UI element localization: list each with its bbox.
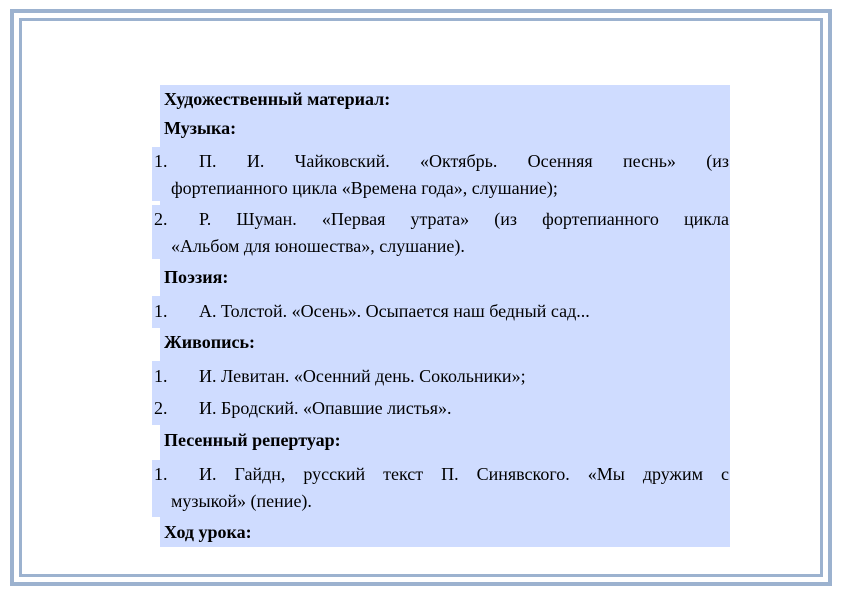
songs-heading: Песенный репертуар: <box>164 430 341 450</box>
songs-item-1-number: 1. <box>154 464 168 484</box>
painting-item-2-line-1: И. Бродский. «Опавшие листья». <box>199 398 452 418</box>
music-item-2-line-1: Р. Шуман. «Первая утрата» (из фортепианного цикла <box>199 209 729 229</box>
music-item-2-line-2: «Альбом для юношества», слушание). <box>171 236 465 256</box>
highlight-band-poetry-heading <box>160 259 730 296</box>
music-item-2-number: 2. <box>154 209 168 229</box>
music-item-1-line-2: фортепианного цикла «Времена года», слушание); <box>171 178 558 198</box>
music-item-1-line-1: П. И. Чайковский. «Октябрь. Осенняя песнь» (из <box>199 151 729 171</box>
painting-item-2-number: 2. <box>154 398 168 418</box>
painting-item-1-number: 1. <box>154 366 168 386</box>
section-title: Художественный материал: <box>164 89 391 109</box>
poetry-heading: Поэзия: <box>164 267 229 287</box>
songs-item-1-line-1: И. Гайдн, русский текст П. Синявского. «Мы дружим с <box>199 464 729 484</box>
songs-item-1-line-2: музыкой» (пение). <box>171 491 312 511</box>
music-heading: Музыка: <box>164 118 237 138</box>
painting-heading: Живопись: <box>164 332 256 352</box>
poetry-item-1-line-1: А. Толстой. «Осень». Осыпается наш бедный сад... <box>199 301 590 321</box>
music-item-1-number: 1. <box>154 151 168 171</box>
lesson-progress-heading: Ход урока: <box>164 522 252 542</box>
painting-item-1-line-1: И. Левитан. «Осенний день. Сокольники»; <box>199 366 526 386</box>
poetry-item-1-number: 1. <box>154 301 168 321</box>
